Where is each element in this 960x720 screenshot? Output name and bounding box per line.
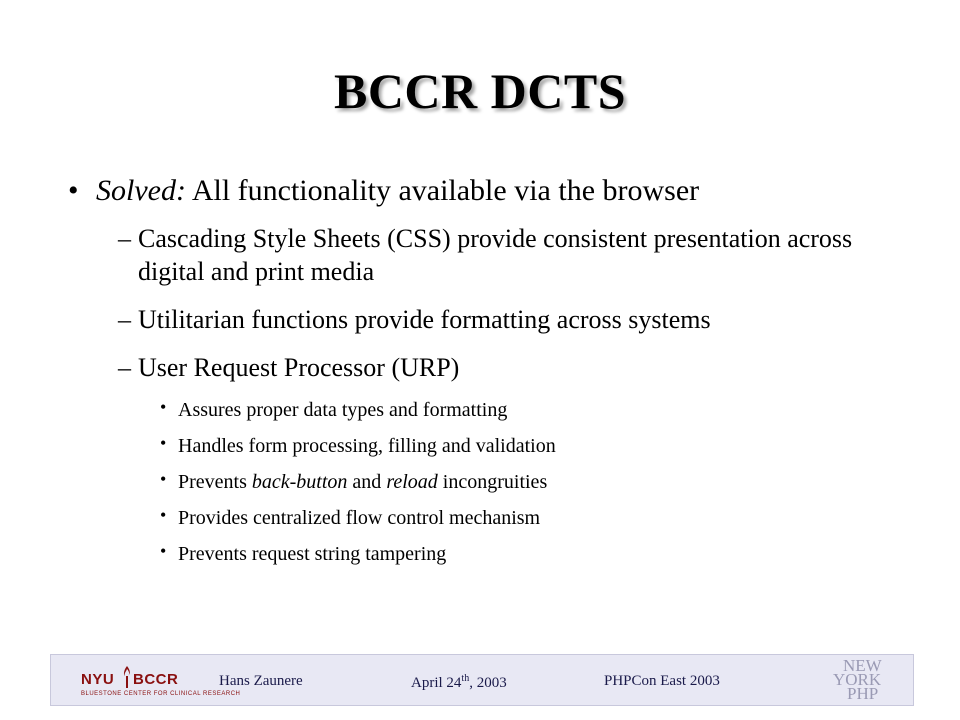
- urp-item-text-post: incongruities: [437, 470, 548, 493]
- dash-icon: –: [118, 305, 131, 335]
- sub-bullet-text: User Request Processor (URP): [138, 352, 460, 382]
- urp-item-text: Provides centralized flow control mechanism: [178, 506, 541, 529]
- urp-item-text-pre: Prevents: [178, 470, 252, 493]
- nyu-bccr-logo: [81, 665, 241, 699]
- urp-item: [68, 469, 908, 495]
- main-bullet-text: All functionality available via the browser: [185, 174, 700, 207]
- sub-bullet-text: Utilitarian functions provide formatting across systems: [138, 305, 711, 335]
- logo-word-new: NEW: [843, 656, 882, 675]
- dash-icon: –: [118, 223, 131, 253]
- logo-word-york: YORK: [833, 670, 882, 689]
- logo-bccr-text: BCCR: [133, 671, 179, 688]
- urp-item-emphasis: back-button: [251, 470, 348, 493]
- bullet-list: [68, 172, 908, 577]
- logo-subtitle: BLUESTONE CENTER FOR CLINICAL RESEARCH: [81, 691, 241, 697]
- dash-icon: –: [118, 352, 131, 382]
- urp-item: [68, 397, 908, 423]
- urp-item: [68, 505, 908, 531]
- logo-word-php: PHP: [847, 684, 879, 703]
- footer-presenter: Hans Zaunere: [219, 673, 303, 689]
- urp-item-text: Assures proper data types and formatting: [178, 398, 508, 421]
- bullet-dot-icon: •: [68, 174, 79, 207]
- urp-item-text-mid: and: [347, 470, 387, 493]
- bullet-dot-icon: •: [160, 432, 167, 453]
- bullet-dot-icon: •: [160, 468, 167, 489]
- urp-item-text: Handles form processing, filling and validation: [178, 434, 556, 457]
- sub-bullet-css: [68, 222, 908, 290]
- footer-date-sup: th: [461, 673, 470, 684]
- footer-date-pre: April 24: [411, 675, 462, 691]
- footer-conference: PHPCon East 2003: [604, 673, 720, 689]
- main-bullet: [68, 172, 908, 210]
- sub-bullet-text: Cascading Style Sheets (CSS) provide consistent presentation across digital and print media: [138, 223, 853, 287]
- torch-icon: [121, 665, 133, 689]
- logo-nyu-text: NYU: [81, 671, 115, 688]
- footer-date-post: , 2003: [469, 675, 507, 691]
- bullet-dot-icon: •: [160, 540, 167, 561]
- urp-item: [68, 433, 908, 459]
- footer-bar: [50, 654, 914, 706]
- sub-bullet-urp: [68, 351, 908, 385]
- urp-item: [68, 541, 908, 567]
- new-york-php-logo: [817, 657, 897, 705]
- main-bullet-lead: Solved:: [96, 174, 186, 207]
- slide-title: BCCR DCTS: [333, 63, 627, 119]
- footer-date: [411, 673, 507, 692]
- bullet-dot-icon: •: [160, 504, 167, 525]
- urp-item-text: Prevents request string tampering: [178, 542, 447, 565]
- urp-item-emphasis: reload: [386, 470, 438, 493]
- sub-bullet-utilitarian: [68, 303, 908, 337]
- bullet-dot-icon: •: [160, 396, 167, 417]
